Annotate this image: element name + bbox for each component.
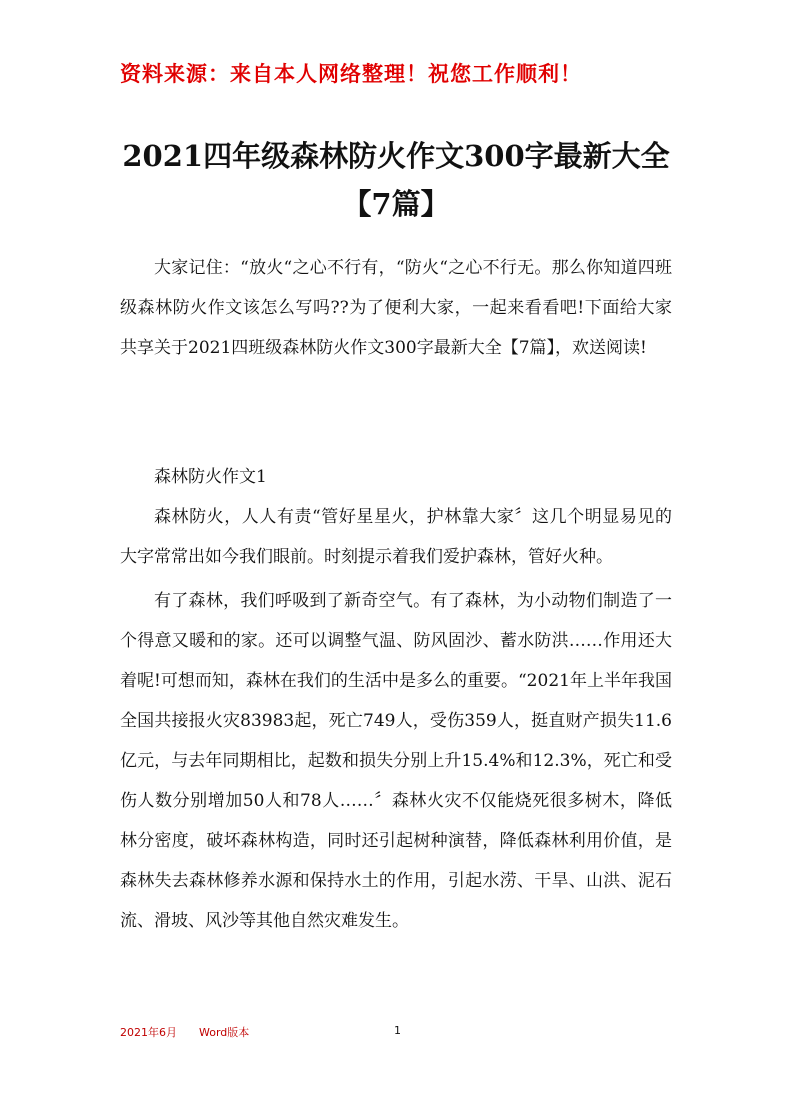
source-note: 资料来源：来自本人网络整理！祝您工作顺利！: [120, 62, 582, 86]
footer-date: 2021年6月: [120, 1026, 177, 1039]
document-title-line2: 【7篇】: [342, 187, 450, 221]
page-number: 1: [394, 1024, 401, 1037]
document-title-line1: 2021四年级森林防火作文300字最新大全: [122, 139, 670, 173]
footer-info: [120, 1024, 249, 1040]
intro-paragraph: 大家记住：“放火“之心不行有，“防火“之心不行无。那么你知道四班级森林防火作文该怎么写吗??为了便利大家，一起来看看吧!下面给大家共享关于2021四班级森林防火作文300字最新大全【7篇】，欢送阅读!: [120, 258, 672, 358]
section-heading: 森林防火作文1: [154, 467, 267, 487]
body-paragraph: 有了森林，我们呼吸到了新奇空气。有了森林，为小动物们制造了一个得意又暖和的家。还可以调整气温、防风固沙、蓄水防洪……作用还大着呢!可想而知，森林在我们的生活中是多么的重要。“2021年上半年我国全国共接报火灾83983起，死亡749人，受伤359人，挺直财产损失11.6亿元，与去年同期相比，起数和损失分别上升15.4%和12.3%，死亡和受伤人数分别增加50人和78人……〞森林火灾不仅能烧死很多树木，降低林分密度，破坏森林构造，同时还引起树种演替，降低森林利用价值，是森林失去森林修养水源和保持水土的作用，引起水涝、干旱、山洪、泥石流、滑坡、风沙等其他自然灾难发生。: [120, 591, 672, 931]
body-paragraph: 森林防火，人人有责“管好星星火，护林靠大家〞这几个明显易见的大字常常出如今我们眼前。时刻提示着我们爱护森林，管好火种。: [120, 507, 672, 567]
footer-version: Word版本: [199, 1026, 250, 1039]
